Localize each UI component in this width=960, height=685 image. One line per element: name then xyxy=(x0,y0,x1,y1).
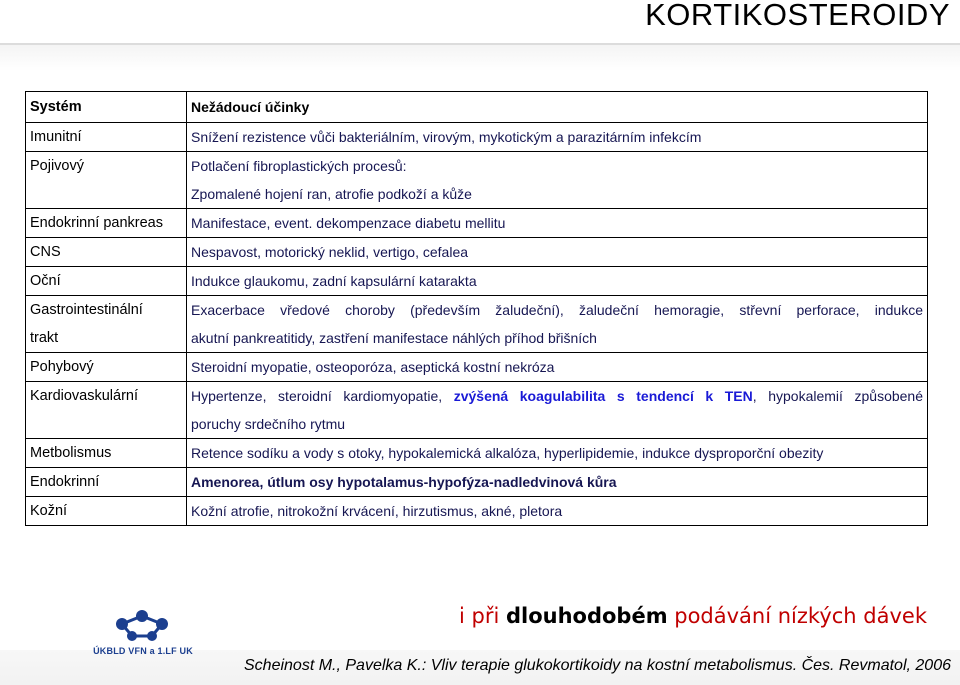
effect-text: Hypertenze, steroidní kardiomyopatie, xyxy=(191,388,454,404)
system-cell: Kardiovaskulární xyxy=(26,382,187,439)
system-cell: Imunitní xyxy=(26,123,187,152)
table-row xyxy=(26,468,928,497)
effect-line: Exacerbace vředové choroby (především žaludeční), žaludeční hemoragie, střevní perforace, indukce xyxy=(191,302,923,318)
citation: Scheinost M., Pavelka K.: Vliv terapie glukokortikoidy na kostní metabolismus. Čes. Revmatol, 2006 xyxy=(244,657,951,674)
dosage-note-post: podávání nízkých dávek xyxy=(667,604,927,628)
table-row xyxy=(26,296,928,353)
logo-text: ÚKBLD VFN a 1.LF UK xyxy=(93,646,193,656)
system-cell xyxy=(26,296,187,353)
effect-cell xyxy=(187,296,928,353)
header-effects: Nežádoucí účinky xyxy=(187,92,928,123)
table-row xyxy=(26,209,928,238)
title-divider xyxy=(0,43,960,71)
table-row xyxy=(26,497,928,526)
effect-cell: Manifestace, event. dekompenzace diabetu mellitu xyxy=(187,209,928,238)
system-cell: CNS xyxy=(26,238,187,267)
dosage-note-pre: i při xyxy=(458,604,506,628)
system-cell: Endokrinní xyxy=(26,468,187,497)
effect-line: Zpomalené hojení ran, atrofie podkoží a kůže xyxy=(191,186,472,202)
system-cell: Pohybový xyxy=(26,353,187,382)
effect-cell: Retence sodíku a vody s otoky, hypokalemická alkalóza, hyperlipidemie, indukce dysproporční obezity xyxy=(187,439,928,468)
table-row xyxy=(26,238,928,267)
table-row xyxy=(26,382,928,439)
system-line: trakt xyxy=(30,330,59,346)
effect-cell: Snížení rezistence vůči bakteriálním, virovým, mykotickým a parazitárním infekcím xyxy=(187,123,928,152)
system-line: Gastrointestinální xyxy=(30,302,143,318)
page-title: KORTIKOSTEROIDY xyxy=(645,0,950,32)
effect-line: Potlačení fibroplastických procesů: xyxy=(191,158,407,174)
header-system: Systém xyxy=(26,92,187,123)
effect-cell: Indukce glaukomu, zadní kapsulární katarakta xyxy=(187,267,928,296)
system-cell: Oční xyxy=(26,267,187,296)
dosage-note xyxy=(459,604,927,628)
effect-line: akutní pankreatitidy, zastření manifestace náhlých příhod břišních xyxy=(191,330,597,346)
table-header-row xyxy=(26,92,928,123)
system-cell: Endokrinní pankreas xyxy=(26,209,187,238)
dosage-note-emphasis: dlouhodobém xyxy=(505,604,668,628)
effect-line xyxy=(191,382,923,410)
system-cell: Metbolismus xyxy=(26,439,187,468)
table-row xyxy=(26,267,928,296)
system-cell: Kožní xyxy=(26,497,187,526)
institution-logo-icon xyxy=(94,602,190,682)
effect-cell: Nespavost, motorický neklid, vertigo, cefalea xyxy=(187,238,928,267)
effect-cell: Kožní atrofie, nitrokožní krvácení, hirzutismus, akné, pletora xyxy=(187,497,928,526)
table-row xyxy=(26,123,928,152)
side-effects-table xyxy=(25,91,928,526)
system-cell: Pojivový xyxy=(26,152,187,209)
effect-cell: Amenorea, útlum osy hypotalamus-hypofýza-nadledvinová kůra xyxy=(187,468,928,497)
table-row xyxy=(26,439,928,468)
effect-cell xyxy=(187,382,928,439)
table-row xyxy=(26,152,928,209)
effect-emphasis: zvýšená koagulabilita s tendencí k TEN xyxy=(453,388,753,404)
effect-cell: Steroidní myopatie, osteoporóza, aseptická kostní nekróza xyxy=(187,353,928,382)
table-row xyxy=(26,353,928,382)
effect-text: , hypokalemií způsobené xyxy=(752,388,923,404)
effect-line: poruchy srdečního rytmu xyxy=(191,416,346,432)
effect-cell xyxy=(187,152,928,209)
